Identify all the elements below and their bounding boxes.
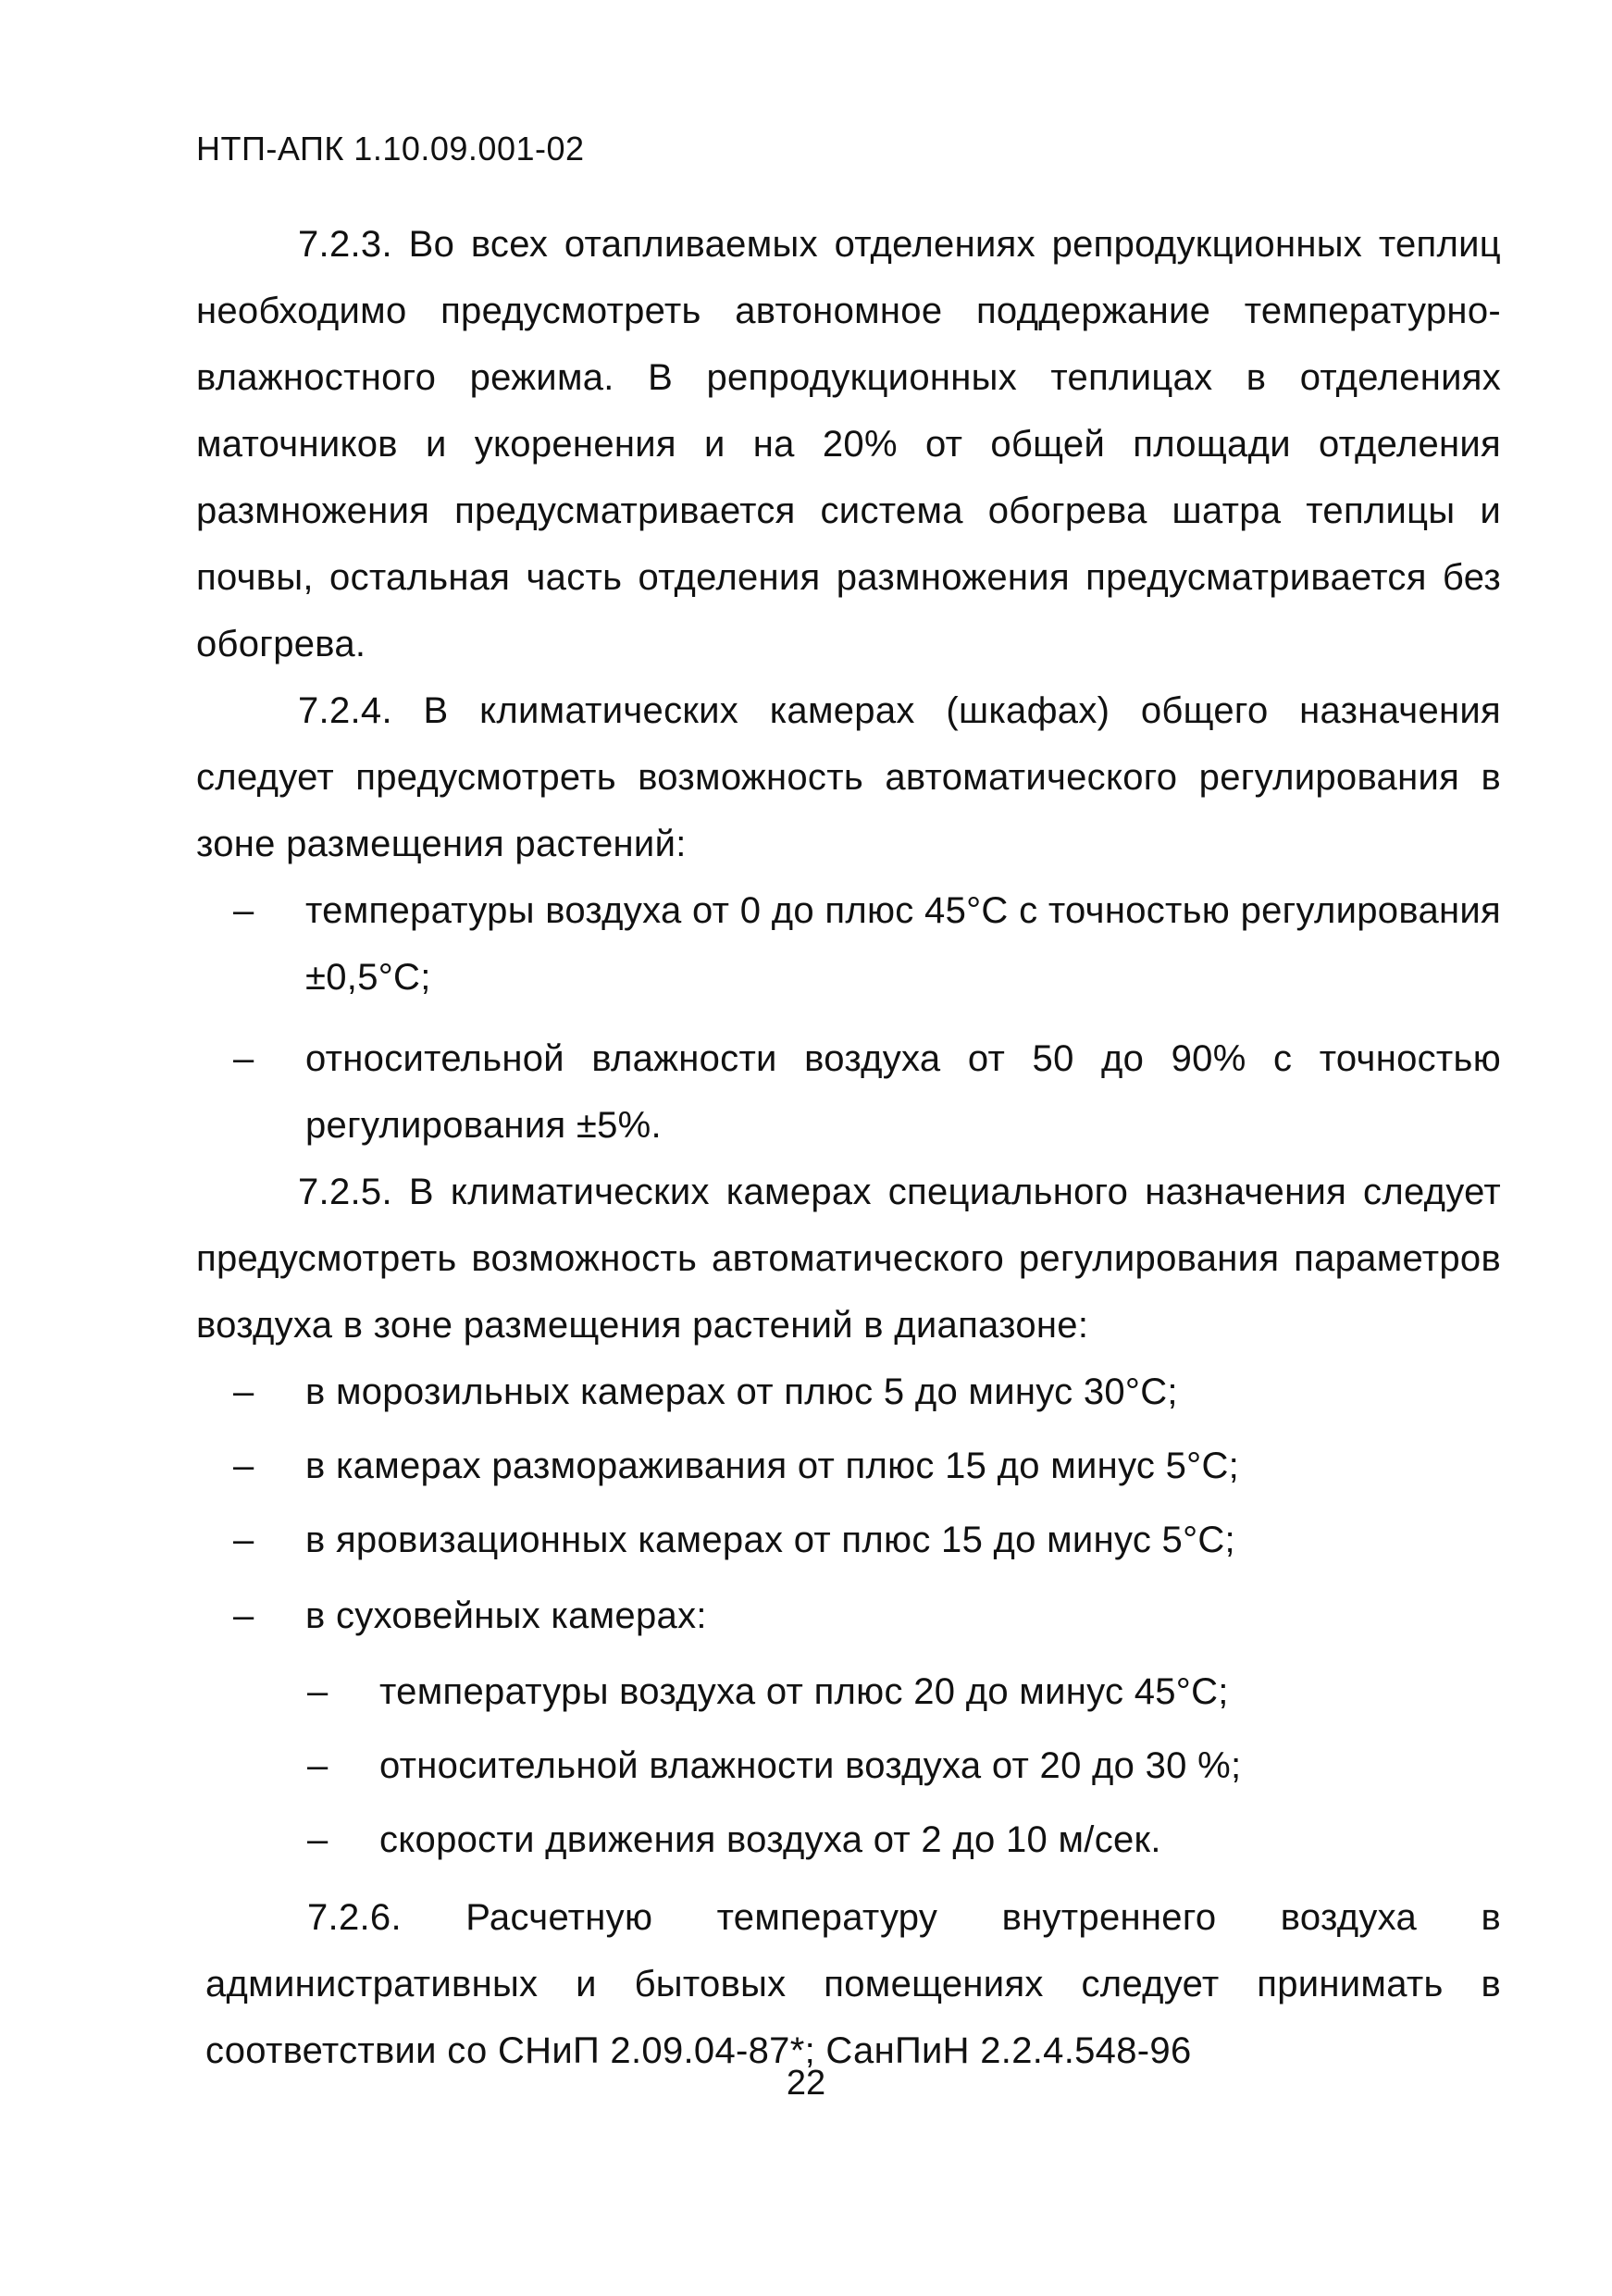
sub-list-item: [307, 1806, 1501, 1873]
list-item: [233, 1582, 1501, 1649]
dash-bullet: –: [307, 1745, 329, 1786]
dash-bullet: –: [233, 1371, 254, 1412]
paragraph-7-2-4: 7.2.4. В климатических камерах (шкафах) общего назначения следует предусмотреть возможность автоматического регулирования в зоне размещения растений:: [196, 690, 1501, 864]
dash-bullet: –: [233, 1595, 254, 1636]
paragraph-7-2-5: 7.2.5. В климатических камерах специального назначения следует предусмотреть возможность автоматического регулирования параметров воздуха в зоне размещения растений в диапазоне:: [196, 1172, 1501, 1346]
list-item: [233, 1433, 1501, 1499]
list-item: [233, 877, 1501, 1011]
list-item-text: относительной влажности воздуха от 50 до 90% с точностью регулирования ±5%.: [305, 1038, 1501, 1146]
paragraph-7-2-6: 7.2.6. Расчетную температуру внутреннего воздуха в административных и бытовых помещениях следует принимать в соответствии со СНиП 2.09.04-87*; СанПиН 2.2.4.548-96: [205, 1897, 1501, 2071]
sub-list-item: [307, 1732, 1501, 1799]
list-item-text: температуры воздуха от 0 до плюс 45°С с точностью регулирования ±0,5°С;: [305, 890, 1501, 998]
list-item-text: в яровизационных камерах от плюс 15 до минус 5°С;: [305, 1520, 1235, 1560]
dash-bullet: –: [307, 1819, 329, 1860]
list-item-text: в суховейных камерах:: [305, 1595, 707, 1636]
dash-bullet: –: [307, 1671, 329, 1712]
page-number: 22: [786, 2064, 826, 2103]
dash-bullet: –: [233, 1038, 254, 1079]
dash-bullet: –: [233, 890, 254, 931]
dash-bullet: –: [233, 1520, 254, 1560]
list-item: [233, 1025, 1501, 1159]
sub-list-item: [307, 1658, 1501, 1725]
dash-bullet: –: [233, 1446, 254, 1486]
list-item: [233, 1507, 1501, 1573]
list-item-text: в морозильных камерах от плюс 5 до минус 30°С;: [305, 1371, 1178, 1412]
paragraph-7-2-3: 7.2.3. Во всех отапливаемых отделениях репродукционных теплиц необходимо предусмотреть автономное поддержание температурно-влажностного режима. В репродукционных теплицах в отделениях маточников и укоренения и на 20% от общей площади отделения размножения предусматривается система обогрева шатра теплицы и почвы, остальная часть отделения размножения предусматривается без обогрева.: [196, 224, 1501, 664]
sub-list-item-text: температуры воздуха от плюс 20 до минус 45°С;: [379, 1671, 1229, 1712]
list-item: [233, 1359, 1501, 1425]
list-item-text: в камерах размораживания от плюс 15 до минус 5°С;: [305, 1446, 1240, 1486]
sub-list-item-text: относительной влажности воздуха от 20 до 30 %;: [379, 1745, 1242, 1786]
sub-list-item-text: скорости движения воздуха от 2 до 10 м/сек.: [379, 1819, 1161, 1860]
document-code-header: НТП-АПК 1.10.09.001-02: [196, 130, 585, 168]
